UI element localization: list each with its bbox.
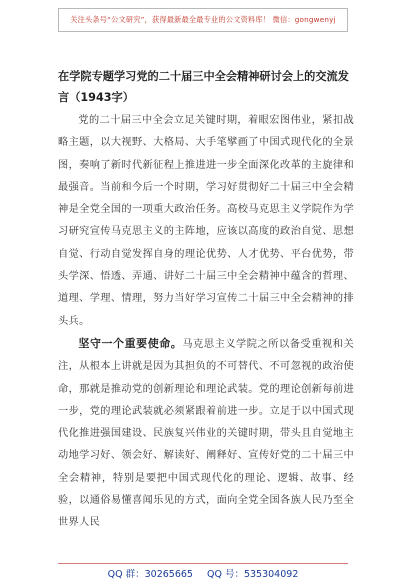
paragraph-intro: 党的二十届三中全会立足关键时期，着眼宏图伟业，紧扣战略主题，以大视野、大格局、大手笔擘画了中国式现代化的全景图，奏响了新时代新征程上推进进一步全面深化改革的主旋律和最强音。当前和今后一个时期，学习好贯彻好二十届三中全会精神是全党全国的一项重大政治任务。高校马克思主义学院作为学习研究宣传马克思主义的主阵地，应该以高度的政治自觉、思想自觉、行动自觉发挥自身的理论优势、人才优势、平台优势，带头学深、悟透、弄通、讲好二十届三中全会精神中蕴含的哲理、道理、学理、情理，努力当好学习宣传二十届三中全会精神的排头兵。 bbox=[58, 115, 354, 327]
header-banner-text: 关注头条号“公文研究”，获得最新最全最专业的公文资料库！ 微信：gongwenyj bbox=[70, 15, 336, 24]
footer-qq-number: QQ 号：535304092 bbox=[206, 569, 299, 580]
header-banner bbox=[58, 8, 348, 32]
paragraph-mission-text: 马克思主义学院之所以备受重视和关注，从根本上讲就是因为其担负的不可替代、不可忽视的政治使命，那就是推动党的创新理论和理论武装。党的理论创新每前进一步，党的理论武装就必须紧跟着前进一步。立足于以中国式现代化推进强国建设、民族复兴伟业的关键时期，带头且自觉地主动地学习好、领会好、解读好、阐释好、宣传好党的二十届三中全会精神，特别是要把中国式现代化的理论、逻辑、故事、经验，以通俗易懂喜闻乐见的方式，面向全党全国各族人民乃至全世界人民 bbox=[58, 338, 354, 529]
document-body bbox=[58, 110, 354, 535]
document-title: 在学院专题学习党的二十届三中全会精神研讨会上的交流发言（1943字） bbox=[58, 70, 349, 104]
paragraph-mission-lead: 坚守一个重要使命。 bbox=[78, 336, 183, 350]
paragraph-mission bbox=[58, 333, 354, 535]
footer-qq-group: QQ 群：30265665 bbox=[107, 569, 193, 580]
footer bbox=[58, 566, 348, 580]
footer-divider bbox=[58, 563, 348, 564]
